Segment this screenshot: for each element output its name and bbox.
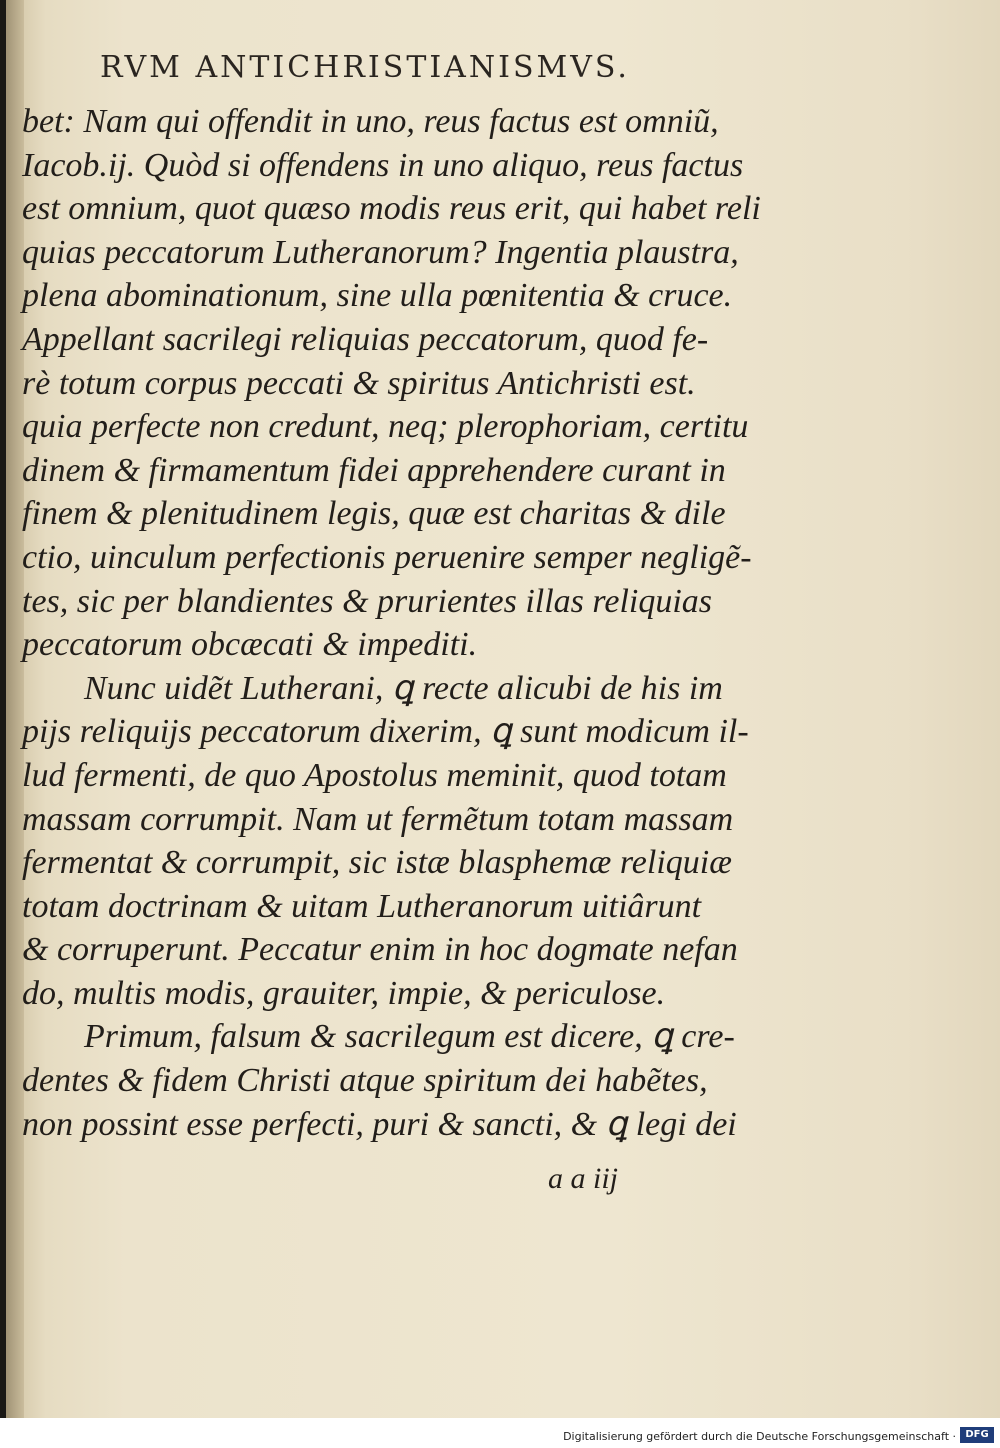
text-line: est omnium, quot quæso modis reus erit, qui habet reli <box>22 190 761 228</box>
running-head: RVM ANTICHRISTIANISMVS. <box>100 50 630 85</box>
text-line: bet: Nam qui offendit in uno, reus factus est omniũ, <box>22 103 719 140</box>
text-line: quias peccatorum Lutheranorum? Ingentia plaustra, <box>22 233 739 271</box>
text-line: finem & plenitudinem legis, quæ est charitas & dile <box>22 495 726 533</box>
text-line: rè totum corpus peccati & spiritus Antichristi est. <box>22 364 696 402</box>
text-line: massam corrumpit. Nam ut fermẽtum totam massam <box>22 800 734 838</box>
text-line: do, multis modis, grauiter, impie, & periculose. <box>22 974 666 1012</box>
text-line: Primum, falsum & sacrilegum est dicere, ꝗ cre- <box>84 1018 735 1056</box>
text-line: non possint esse perfecti, puri & sancti, & ꝗ legi dei <box>22 1105 737 1143</box>
text-line: pijs reliquijs peccatorum dixerim, ꝗ sunt modicum il- <box>22 713 749 751</box>
text-line: plena abominationum, sine ulla pœnitentia & cruce. <box>22 277 733 315</box>
text-line: quia perfecte non credunt, neq; plerophoriam, certitu <box>22 408 749 446</box>
body-text <box>22 100 761 1146</box>
signature-mark: a a iij <box>548 1162 619 1195</box>
text-line: lud fermenti, de quo Apostolus meminit, quod totam <box>22 756 727 794</box>
text-line: Iacob.ij. Quòd si offendens in uno aliquo, reus factus <box>22 146 744 184</box>
funding-credit: Digitalisierung gefördert durch die Deutsche Forschungsgemeinschaft · <box>563 1430 956 1443</box>
footer-bar <box>0 1418 1000 1448</box>
text-line: peccatorum obcæcati & impediti. <box>22 626 478 664</box>
text-line: Appellant sacrilegi reliquias peccatorum, quod fe- <box>22 320 709 358</box>
text-line: & corruperunt. Peccatur enim in hoc dogmate nefan <box>22 931 738 969</box>
text-line: dinem & firmamentum fidei apprehendere curant in <box>22 451 726 489</box>
dfg-logo[interactable]: DFG <box>960 1427 994 1443</box>
text-line: fermentat & corrumpit, sic istæ blasphemæ reliquiæ <box>22 844 732 882</box>
text-line: ctio, uinculum perfectionis peruenire semper negligẽ- <box>22 538 752 576</box>
text-line: Nunc uidẽt Lutherani, ꝗ recte alicubi de his im <box>84 669 723 707</box>
text-line: dentes & fidem Christi atque spiritum dei habẽtes, <box>22 1062 708 1100</box>
text-line: totam doctrinam & uitam Lutheranorum uitiârunt <box>22 887 702 925</box>
text-line: tes, sic per blandientes & prurientes illas reliquias <box>22 582 713 620</box>
